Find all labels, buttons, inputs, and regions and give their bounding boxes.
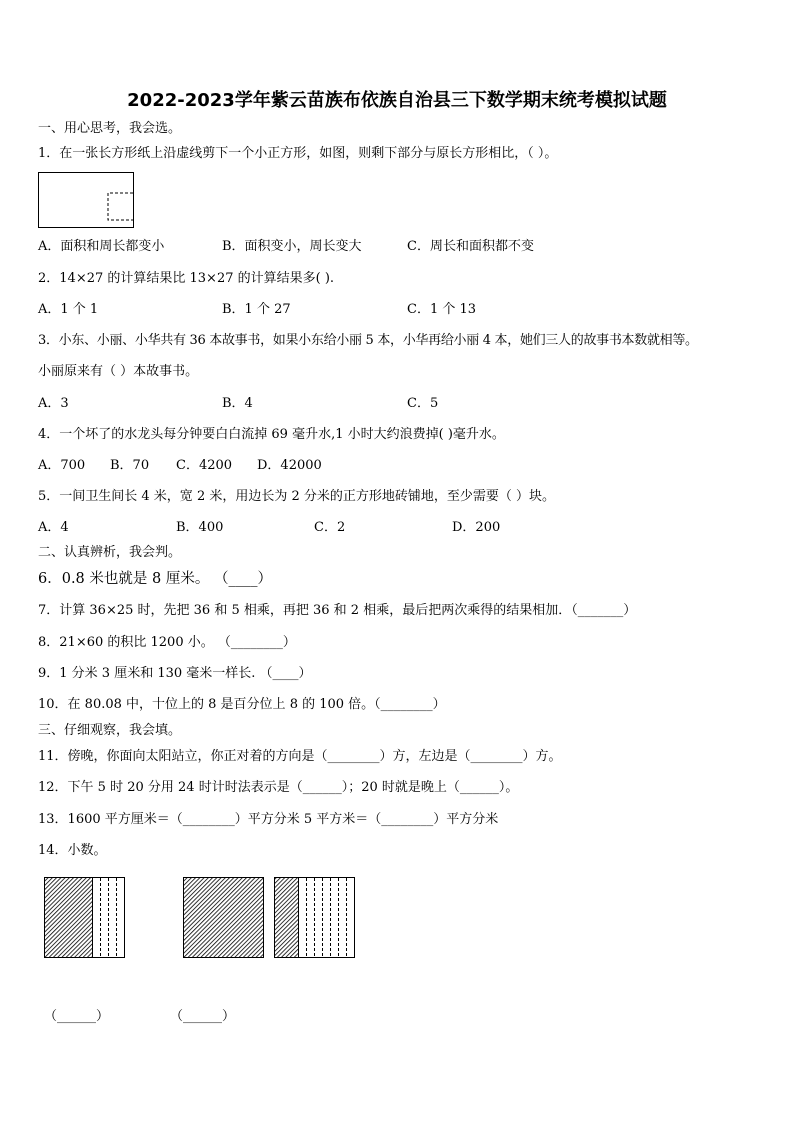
rectangle-figure bbox=[38, 172, 135, 229]
question-9: 9．1 分米 3 厘米和 130 毫米一样长. （____） bbox=[38, 666, 312, 681]
q1-option-c[interactable]: C．周长和面积都不变 bbox=[407, 239, 534, 254]
page-title: 2022-2023学年紫云苗族布依族自治县三下数学期末统考模拟试题 bbox=[127, 90, 667, 111]
section-2-heading: 二、认真辨析，我会判。 bbox=[38, 545, 182, 560]
q4-option-c[interactable]: C．4200 bbox=[176, 458, 233, 473]
q2-option-a[interactable]: A．1 个 1 bbox=[38, 302, 99, 317]
q5-option-c[interactable]: C．2 bbox=[314, 520, 346, 535]
q14-blank-1[interactable]: （______） bbox=[44, 1009, 110, 1024]
q5-option-d[interactable]: D．200 bbox=[452, 520, 501, 535]
decimal-grid-figure-1 bbox=[44, 877, 126, 959]
q1-option-b[interactable]: B．面积变小，周长变大 bbox=[222, 239, 362, 254]
question-8: 8．21×60 的积比 1200 小。 （________） bbox=[38, 635, 296, 650]
section-3-heading: 三、仔细观察，我会填。 bbox=[38, 723, 182, 738]
q3-option-a[interactable]: A．3 bbox=[38, 396, 69, 411]
question-12: 12．下午 5 时 20 分用 24 时计时法表示是（______）；20 时就是晚上（______）。 bbox=[38, 780, 519, 795]
q2-option-c[interactable]: C．1 个 13 bbox=[407, 302, 477, 317]
q5-option-a[interactable]: A．4 bbox=[38, 520, 69, 535]
q4-option-b[interactable]: B．70 bbox=[110, 458, 150, 473]
q3-option-c[interactable]: C．5 bbox=[407, 396, 439, 411]
q5-option-b[interactable]: B．400 bbox=[176, 520, 224, 535]
q2-option-b[interactable]: B．1 个 27 bbox=[222, 302, 291, 317]
question-7: 7．计算 36×25 时，先把 36 和 5 相乘，再把 36 和 2 相乘，最后把两次乘得的结果相加．（_______） bbox=[38, 603, 637, 618]
question-1: 1．在一张长方形纸上沿虚线剪下一个小正方形，如图，则剩下部分与原长方形相比，（ ）。 bbox=[38, 146, 558, 161]
q4-option-a[interactable]: A．700 bbox=[38, 458, 86, 473]
question-2: 2．14×27 的计算结果比 13×27 的计算结果多( ). bbox=[38, 271, 335, 286]
q4-option-d[interactable]: D．42000 bbox=[257, 458, 322, 473]
question-11: 11．傍晚，你面向太阳站立，你正对着的方向是（________）方，左边是（________）方。 bbox=[38, 749, 562, 764]
q1-option-a[interactable]: A．面积和周长都变小 bbox=[38, 239, 165, 254]
section-1-heading: 一、用心思考，我会选。 bbox=[38, 121, 182, 136]
q3-option-b[interactable]: B．4 bbox=[222, 396, 253, 411]
q14-blank-2[interactable]: （______） bbox=[170, 1009, 236, 1024]
question-13: 13．1600 平方厘米＝（________）平方分米 5 平方米＝（________）平方分米 bbox=[38, 812, 499, 827]
question-3-cont: 小丽原来有（ ）本故事书。 bbox=[38, 364, 199, 379]
question-6: 6．0.8 米也就是 8 厘米。 （____） bbox=[38, 571, 272, 587]
question-3: 3．小东、小丽、小华共有 36 本故事书，如果小东给小丽 5 本，小华再给小丽 4 本，她们三人的故事书本数就相等。 bbox=[38, 333, 698, 348]
question-5: 5．一间卫生间长 4 米，宽 2 米，用边长为 2 分米的正方形地砖铺地，至少需要（ ）块。 bbox=[38, 489, 556, 504]
question-10: 10．在 80.08 中，十位上的 8 是百分位上 8 的 100 倍。（________） bbox=[38, 697, 446, 712]
decimal-grid-figure-2 bbox=[183, 877, 357, 959]
question-14: 14．小数。 bbox=[38, 843, 107, 858]
question-4: 4．一个坏了的水龙头每分钟要白白流掉 69 毫升水,1 小时大约浪费掉( )毫升水。 bbox=[38, 427, 505, 442]
